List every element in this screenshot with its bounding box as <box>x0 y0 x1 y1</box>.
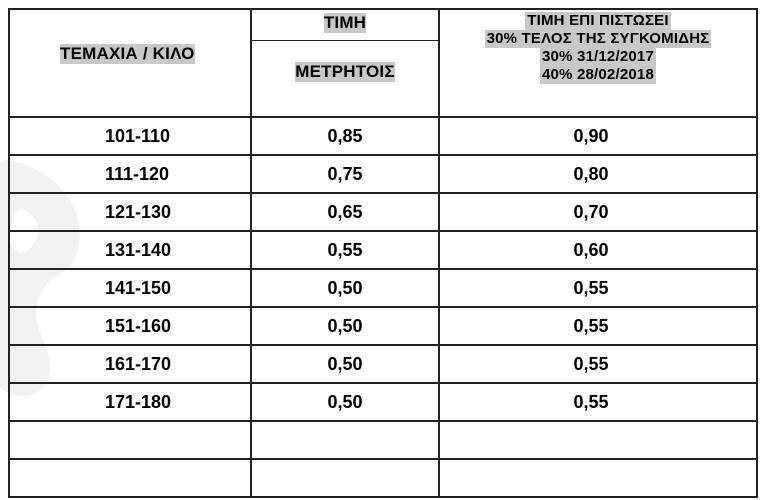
credit-price-cell: 0,55 <box>439 307 757 345</box>
cash-price-cell: 0,55 <box>251 231 439 269</box>
table-row <box>9 231 757 269</box>
empty-cell <box>9 421 251 459</box>
header-credit-term-harvest: 30% ΤΕΛΟΣ ΤΗΣ ΣΥΓΚΟΜΙΔΗΣ <box>486 30 710 47</box>
header-price: ΤΙΜΗ <box>323 13 367 32</box>
header-row <box>9 9 757 117</box>
cash-price-cell: 0,65 <box>251 193 439 231</box>
range-cell: 171-180 <box>9 383 251 421</box>
empty-cell <box>439 459 757 497</box>
empty-cell <box>251 421 439 459</box>
price-table <box>8 8 758 498</box>
cash-price-cell: 0,50 <box>251 269 439 307</box>
empty-cell <box>9 459 251 497</box>
cash-price-cell: 0,50 <box>251 383 439 421</box>
credit-price-cell: 0,80 <box>439 155 757 193</box>
credit-price-cell: 0,55 <box>439 345 757 383</box>
empty-cell <box>251 459 439 497</box>
header-credit-title: ΤΙΜΗ ΕΠΙ ΠΙΣΤΩΣΕΙ <box>527 12 669 29</box>
credit-price-cell: 0,60 <box>439 231 757 269</box>
range-cell: 111-120 <box>9 155 251 193</box>
credit-price-cell: 0,90 <box>439 117 757 155</box>
table-row <box>9 307 757 345</box>
table-row <box>9 155 757 193</box>
empty-cell <box>439 421 757 459</box>
credit-price-cell: 0,55 <box>439 383 757 421</box>
header-pieces-per-kilo: ΤΕΜΑΧΙΑ / ΚΙΛΟ <box>60 44 195 63</box>
header-divider <box>252 40 438 41</box>
credit-price-cell: 0,55 <box>439 269 757 307</box>
header-credit-term-dec: 30% 31/12/2017 <box>541 48 655 65</box>
cash-price-cell: 0,75 <box>251 155 439 193</box>
range-cell: 101-110 <box>9 117 251 155</box>
header-price-cell <box>251 9 439 117</box>
header-credit-cell <box>439 9 757 117</box>
range-cell: 121-130 <box>9 193 251 231</box>
range-cell: 161-170 <box>9 345 251 383</box>
header-credit-term-feb: 40% 28/02/2018 <box>541 66 655 83</box>
credit-price-cell: 0,70 <box>439 193 757 231</box>
cash-price-cell: 0,50 <box>251 307 439 345</box>
cash-price-cell: 0,85 <box>251 117 439 155</box>
empty-table-row <box>9 421 757 459</box>
table-row <box>9 345 757 383</box>
table-row <box>9 193 757 231</box>
cash-price-cell: 0,50 <box>251 345 439 383</box>
table-row <box>9 383 757 421</box>
range-cell: 131-140 <box>9 231 251 269</box>
range-cell: 141-150 <box>9 269 251 307</box>
table-row <box>9 269 757 307</box>
header-pieces-cell <box>9 9 251 117</box>
range-cell: 151-160 <box>9 307 251 345</box>
table-row <box>9 117 757 155</box>
empty-table-row <box>9 459 757 497</box>
header-cash: ΜΕΤΡΗΤΟΙΣ <box>295 62 395 81</box>
